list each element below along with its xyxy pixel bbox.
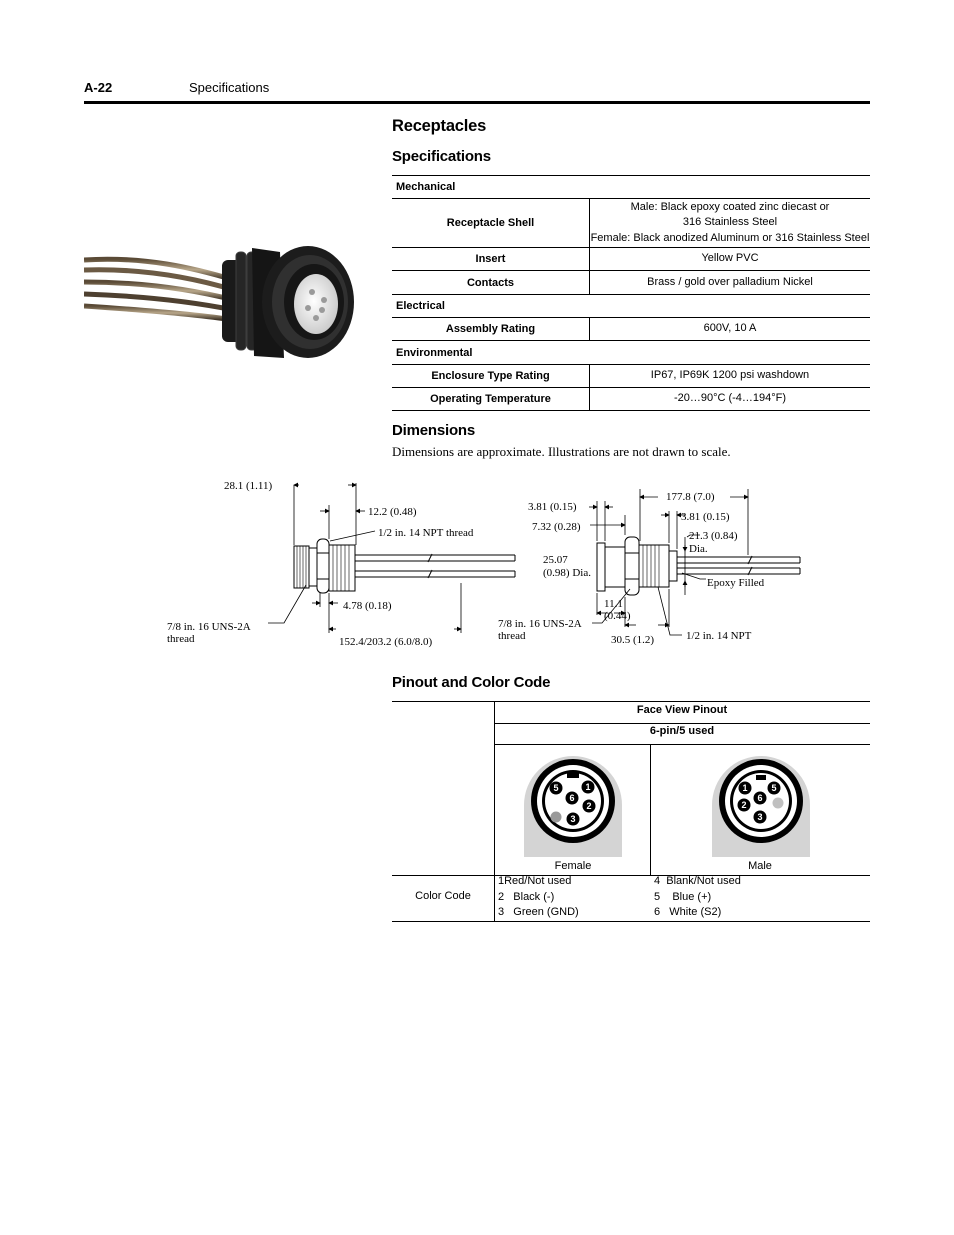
color-code-1: 1Red/Not used [498,875,572,887]
right-dim-epoxy: Epoxy Filled [707,577,765,589]
table-row [392,388,870,411]
header-section-title: Specifications [189,80,270,95]
pinout-top-rule [392,701,870,702]
contacts-value: Brass / gold over palladium Nickel [590,271,871,295]
male-face-diagram [708,753,814,857]
right-dim-diameter-2: (0.98) Dia. [543,567,591,579]
male-pin-2: 2 [741,800,747,810]
operating-temperature-value: -20…90°C (-4…194°F) [590,388,871,411]
pinout-rule-1 [494,723,870,724]
left-dim-cable-length: 152.4/203.2 (6.0/8.0) [339,636,433,648]
right-dim-nut-2: (0.44) [604,610,631,622]
right-dim-uns-thread-2: thread [498,630,526,642]
right-dim-end: 3.81 (0.15) [681,511,730,523]
dimensions-note: Dimensions are approximate. Illustrations are not drawn to scale. [392,444,731,459]
pinout-rule-3 [392,875,870,876]
contacts-label: Contacts [392,271,590,295]
specifications-table [392,175,870,411]
pinout-face-divider [650,744,651,875]
operating-temperature-label: Operating Temperature [392,388,590,411]
enclosure-rating-value: IP67, IP69K 1200 psi washdown [590,365,871,388]
pinout-heading: Pinout and Color Code [392,674,551,691]
right-dim-flange: 3.81 (0.15) [528,501,577,513]
table-row [392,248,870,271]
environmental-section: Environmental [392,341,870,365]
male-pin-6: 6 [757,793,763,803]
female-pin-2: 2 [586,801,592,811]
electrical-section: Electrical [392,295,870,318]
left-dim-npt-thread: 1/2 in. 14 NPT thread [378,527,474,539]
color-code-6: 6 White (S2) [654,906,722,918]
female-face-diagram [520,753,626,857]
receptacle-shell-label: Receptacle Shell [392,199,590,248]
left-dim-uns-thread: 7/8 in. 16 UNS-2A [167,621,251,633]
dimension-drawings [160,475,810,655]
table-row [392,318,870,341]
receptacle-shell-value [590,199,871,248]
female-label: Female [554,860,592,872]
male-label: Male [748,860,772,872]
right-dim-cable-length: 177.8 (7.0) [666,491,715,503]
assembly-rating-label: Assembly Rating [392,318,590,341]
receptacle-shell-line-1: Male: Black epoxy coated zinc diecast or [630,200,830,213]
pinout-bottom-rule [392,921,870,922]
color-code-label: Color Code [415,890,471,902]
right-dim-npt-diameter: 21.3 (0.84) [689,530,738,542]
right-dim-diameter: 25.07 [543,554,568,566]
male-pin-1: 1 [742,783,748,793]
female-pin-5: 5 [553,783,559,793]
left-connector-drawing [294,539,515,593]
insert-value: Yellow PVC [590,248,871,271]
left-dim-thread-length: 12.2 (0.48) [368,506,417,518]
male-pin-3: 3 [757,812,763,822]
specifications-heading: Specifications [392,148,491,165]
dimensions-heading: Dimensions [392,422,476,439]
color-code-5: 5 Blue (+) [654,891,712,903]
insert-label: Insert [392,248,590,271]
pinout-table [392,701,870,922]
mechanical-section: Mechanical [392,176,870,199]
pinout-rule-2 [494,744,870,745]
female-pin-6: 6 [569,793,575,803]
right-dim-body: 7.32 (0.28) [532,521,581,533]
right-dim-thread-length: 30.5 (1.2) [611,634,655,646]
left-dim-overall: 28.1 (1.11) [224,480,273,492]
color-code-4: 4 Blank/Not used [654,875,741,887]
right-dim-npt: 1/2 in. 14 NPT [686,630,752,642]
receptacle-shell-line-3: Female: Black anodized Aluminum or 316 Stainless Steel [590,231,870,244]
assembly-rating-value: 600V, 10 A [590,318,871,341]
female-pin-3: 3 [570,814,576,824]
right-dim-nut: 11.1 [604,598,623,610]
page-title: Receptacles [392,117,487,135]
enclosure-rating-label: Enclosure Type Rating [392,365,590,388]
table-row [392,199,870,248]
color-code-3: 3 Green (GND) [498,906,579,918]
male-pin-5: 5 [771,783,777,793]
right-dim-uns-thread: 7/8 in. 16 UNS-2A [498,618,582,630]
color-code-2: 2 Black (-) [498,891,555,903]
female-pin-1: 1 [585,782,591,792]
table-row [392,271,870,295]
pin-configuration: 6-pin/5 used [649,725,715,737]
header-rule [84,101,870,104]
left-dim-uns-thread-2: thread [167,633,195,645]
left-dim-nut-width: 4.78 (0.18) [343,600,392,612]
receptacle-shell-line-2: 316 Stainless Steel [682,216,778,229]
page-number: A-22 [84,80,113,95]
face-view-heading: Face View Pinout [636,704,728,716]
table-row [392,365,870,388]
right-dim-npt-diameter-2: Dia. [689,543,708,555]
receptacle-photo [84,238,364,363]
